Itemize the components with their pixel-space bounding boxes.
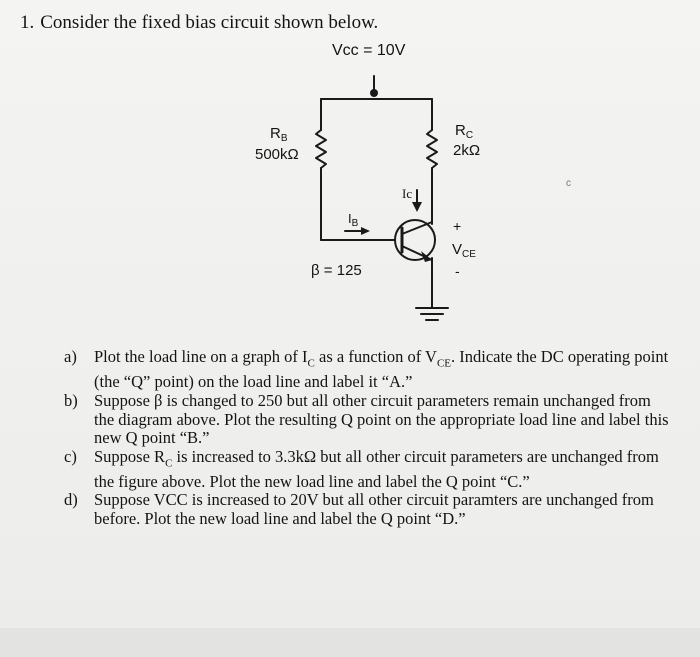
ib-name: I [348,211,352,226]
ib-arrow-head [361,227,370,235]
question-c-text-2: is increased to 3.3kΩ but all other circuit parameters are unchanged from the figure above. Plot the new load line and label the Q point “C.” [94,446,659,491]
question-a-text-2: as a function of V [314,347,437,366]
vce-label [452,241,476,260]
vce-minus-sign: - [455,263,460,279]
photo-bottom-band [0,628,700,657]
rc-subscript: C [465,130,474,141]
question-c-text-1: Suppose R [94,446,166,466]
vcc-terminal-dot [370,89,378,97]
question-b [64,392,674,448]
rb-value-label: 500kΩ [255,146,299,163]
rc-name-label [455,122,473,141]
question-b-text: Suppose β is changed to 250 but all other circuit parameters remain unchanged from the diagram above. Plot the resulting Q point on the appropriate load line and label this new Q point “B.” [94,391,669,448]
vce-name: V [452,241,463,258]
question-d-text: Suppose VCC is increased to 20V but all other circuit paramters are unchanged from before. Plot the new load line and label the Q point “D.” [94,490,654,528]
rc-value-label: 2kΩ [453,142,481,159]
vce-plus-sign: + [453,218,462,234]
question-a-sub-2: CE [436,357,451,370]
rc-resistor [427,130,437,168]
question-a-letter: a) [64,347,77,366]
question-a-text-3: . Indicate the DC operating point (the “Q” point) on the load line and label it “A.” [94,347,669,391]
ib-label [348,211,358,229]
ic-label: Ic [402,186,413,201]
question-d [64,491,674,528]
rb-name-label [270,125,288,144]
rb-resistor [316,130,326,168]
question-a-sub-1: C [307,357,315,370]
rc-name: R [455,122,466,139]
beta-label: β = 125 [311,262,362,279]
question-list [64,348,674,528]
question-a [64,348,674,391]
problem-number: 1. [20,12,35,33]
transistor-collector-leg [402,222,432,234]
question-c [64,448,674,491]
ic-arrow-head [412,202,422,212]
rb-name: R [270,125,281,142]
question-a-text-1: Plot the load line on a graph of I [94,347,308,366]
question-b-letter: b) [64,391,78,411]
question-c-sub: C [165,457,173,470]
rb-subscript: B [280,133,288,144]
problem-title-text: Consider the fixed bias circuit shown below. [40,12,379,33]
ib-subscript: B [351,218,359,229]
stray-mark: c [566,178,571,189]
vce-subscript: CE [462,249,476,260]
question-c-letter: c) [64,446,77,466]
vcc-label: Vcc = 10V [332,42,406,59]
question-d-letter: d) [64,490,78,510]
